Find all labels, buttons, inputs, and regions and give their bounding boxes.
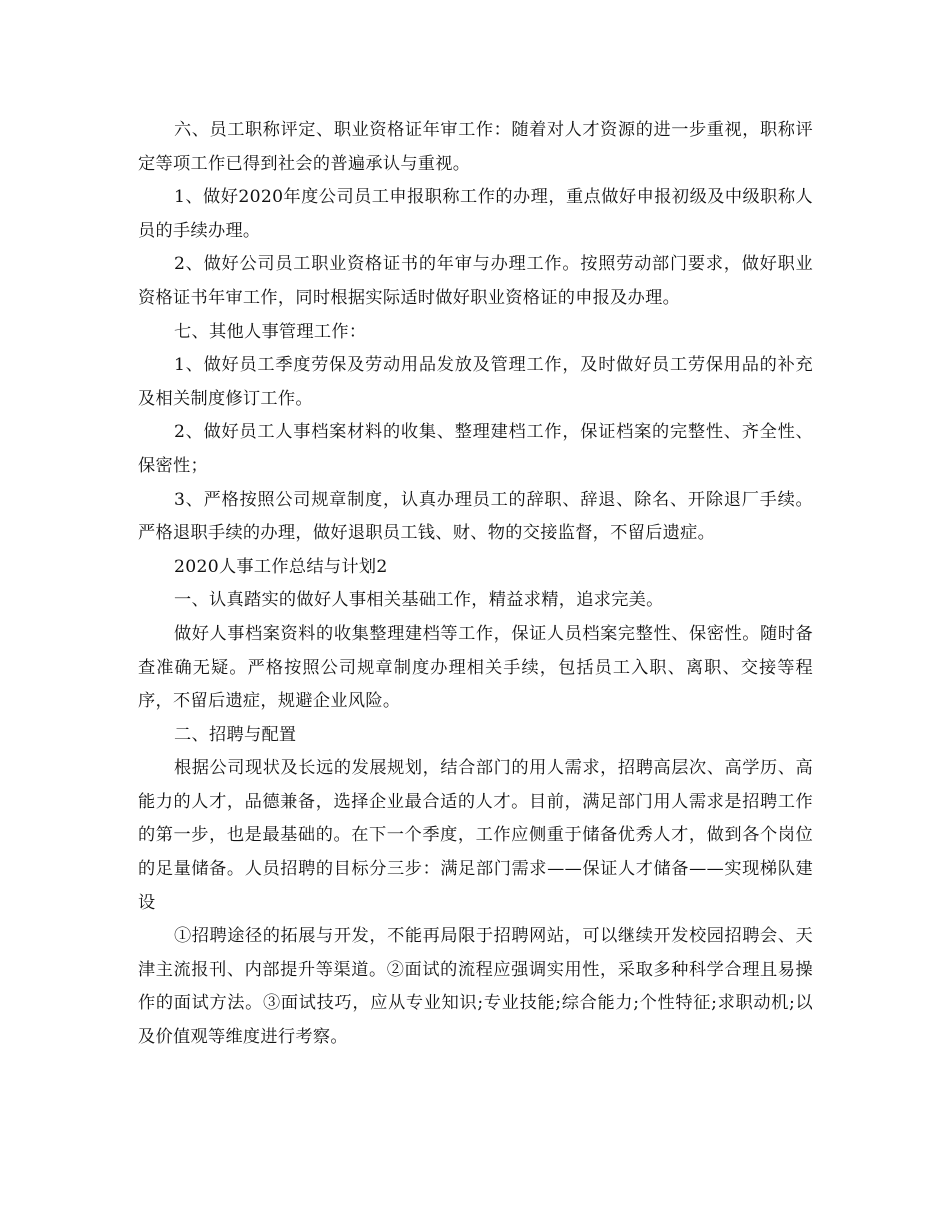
paragraph-body: 做好人事档案资料的收集整理建档等工作，保证人员档案完整性、保密性。随时备查准确无疑。严格按照公司规章制度办理相关手续，包括员工入职、离职、交接等程序，不留后遗症，规避企业风险。 (138, 623, 813, 712)
paragraph-item: 3、严格按照公司规章制度，认真办理员工的辞职、辞退、除名、开除退厂手续。严格退职手续的办理，做好退职员工钱、财、物的交接监督，不留后遗症。 (138, 489, 813, 544)
paragraph-section-one-title: 一、认真踏实的做好人事相关基础工作，精益求精，追求完美。 (174, 590, 664, 611)
document-body (138, 114, 813, 1055)
paragraph-item: 1、做好员工季度劳保及劳动用品发放及管理工作，及时做好员工劳保用品的补充及相关制度修订工作。 (138, 355, 813, 409)
paragraph-section-two-title: 二、招聘与配置 (174, 724, 297, 745)
paragraph-body: ①招聘途径的拓展与开发，不能再局限于招聘网站，可以继续开发校园招聘会、天津主流报刊、内部提升等渠道。②面试的流程应强调实用性，采取多种科学合理且易操作的面试方法。③面试技巧，应从专业知识;专业技能;综合能力;个性特征;求职动机;以及价值观等维度进行考察。 (138, 926, 813, 1048)
document-subtitle: 2020人事工作总结与计划2 (174, 556, 388, 577)
paragraph-item: 2、做好员工人事档案材料的收集、整理建档工作，保证档案的完整性、齐全性、保密性； (138, 422, 813, 476)
paragraph-body: 根据公司现状及长远的发展规划，结合部门的用人需求，招聘高层次、高学历、高能力的人才，品德兼备，选择企业最合适的人才。目前，满足部门用人需求是招聘工作的第一步，也是最基础的。在下一个季度，工作应侧重于储备优秀人才，做到各个岗位的足量储备。人员招聘的目标分三步：满足部门需求——保证人才储备——实现梯队建设 (138, 758, 813, 913)
paragraph-section-six-title: 六、员工职称评定、职业资格证年审工作：随着对人才资源的进一步重视，职称评定等项工作已得到社会的普遍承认与重视。 (138, 120, 813, 174)
paragraph-item: 2、做好公司员工职业资格证书的年审与办理工作。按照劳动部门要求，做好职业资格证书年审工作，同时根据实际适时做好职业资格证的申报及办理。 (138, 254, 813, 308)
paragraph-item: 1、做好2020年度公司员工申报职称工作的办理，重点做好申报初级及中级职称人员的手续办理。 (138, 187, 813, 241)
paragraph-section-seven-title: 七、其他人事管理工作： (174, 321, 367, 342)
